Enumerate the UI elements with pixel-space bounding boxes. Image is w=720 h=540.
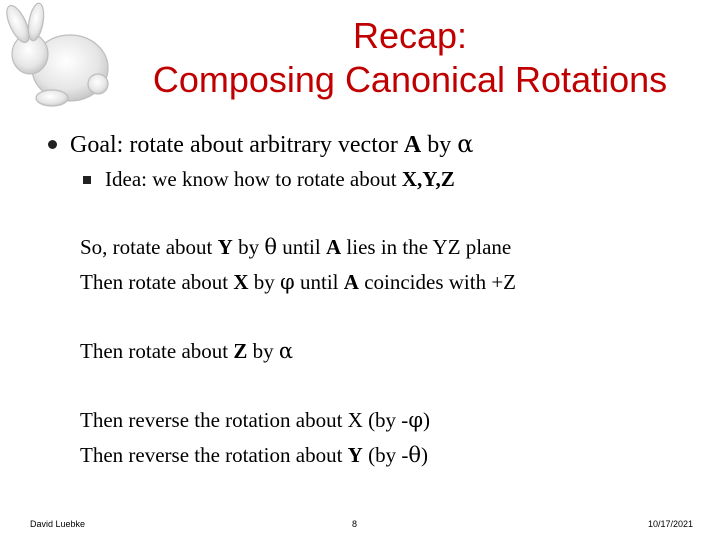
round-bullet-icon xyxy=(48,140,57,149)
step-rotate-x: Then rotate about X by φ until A coincides with +Z xyxy=(80,270,516,294)
square-bullet-icon xyxy=(83,176,91,184)
footer-date: 10/17/2021 xyxy=(648,519,694,529)
step-reverse-y: Then reverse the rotation about Y (by -θ) xyxy=(80,443,428,467)
footer-page-number: 8 xyxy=(352,519,358,529)
step-rotate-y: So, rotate about Y by θ until A lies in the YZ plane xyxy=(80,235,512,259)
bullet-goal-text: Goal: rotate about arbitrary vector A by α xyxy=(70,130,474,158)
sub-bullet-idea xyxy=(83,164,455,194)
step-reverse-x: Then reverse the rotation about X (by -φ) xyxy=(80,408,431,432)
sub-bullet-idea-text: Idea: we know how to rotate about X,Y,Z xyxy=(105,167,455,191)
step-rotate-z: Then rotate about Z by α xyxy=(80,339,294,363)
bullet-goal xyxy=(48,128,473,161)
slide-title-line-1: Recap: xyxy=(352,15,468,56)
footer-author: David Luebke xyxy=(30,519,86,529)
stanford-bunny-icon xyxy=(0,2,118,112)
slide-title-line-2: Composing Canonical Rotations xyxy=(152,59,668,100)
